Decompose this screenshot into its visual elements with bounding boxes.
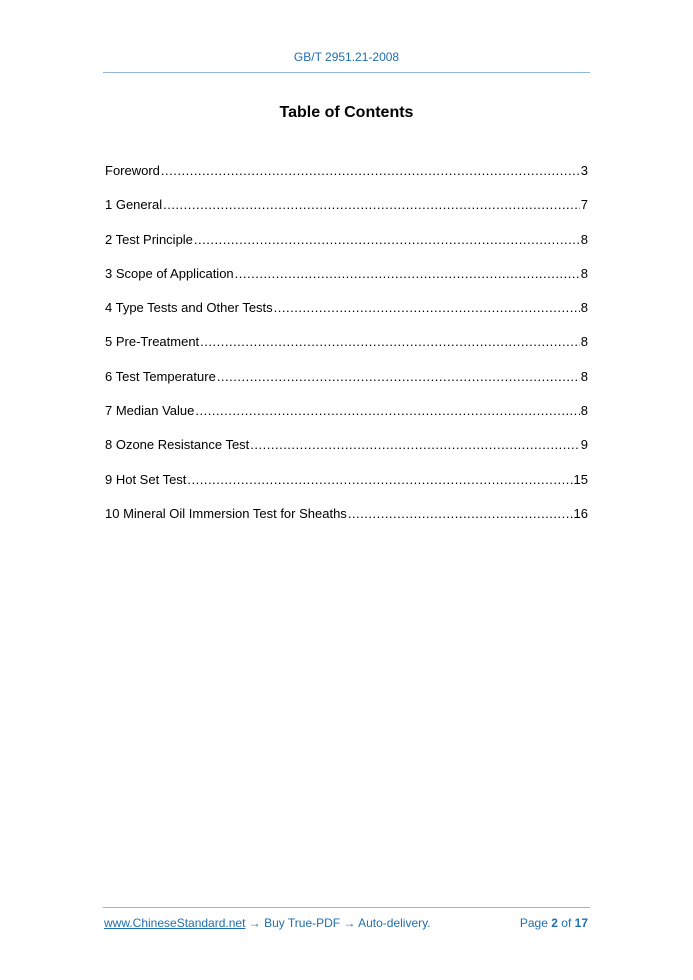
toc-entry-foreword[interactable] xyxy=(105,162,588,196)
toc-entry-type-tests[interactable] xyxy=(105,299,588,333)
toc-leader xyxy=(187,471,572,489)
toc-page-number: 9 xyxy=(580,437,588,453)
toc-label: 9 Hot Set Test xyxy=(105,471,187,487)
header-divider xyxy=(103,72,590,73)
toc-leader xyxy=(195,402,579,420)
toc-page-number: 8 xyxy=(580,300,588,316)
website-link[interactable]: www.ChineseStandard.net xyxy=(104,916,246,930)
toc-leader xyxy=(217,368,580,386)
toc-page-number: 8 xyxy=(580,403,588,419)
toc-label: 4 Type Tests and Other Tests xyxy=(105,300,273,316)
toc-label: 2 Test Principle xyxy=(105,231,193,247)
table-of-contents xyxy=(105,162,588,539)
toc-entry-ozone-resistance[interactable] xyxy=(105,436,588,470)
toc-page-number: 8 xyxy=(580,334,588,350)
total-page-count: 17 xyxy=(574,916,588,930)
toc-label: Foreword xyxy=(105,163,160,178)
toc-page-number: 16 xyxy=(573,505,588,521)
current-page-number: 2 xyxy=(551,916,558,930)
toc-page-number: 7 xyxy=(580,197,588,213)
toc-page-number: 8 xyxy=(580,265,588,281)
toc-page-number: 8 xyxy=(580,368,588,384)
page-word: Page xyxy=(519,916,548,930)
footer-divider xyxy=(103,907,590,908)
toc-entry-test-principle[interactable] xyxy=(105,231,588,265)
toc-leader xyxy=(163,196,580,214)
toc-leader xyxy=(200,333,580,351)
footer-tagline: → Buy True-PDF → Auto-delivery. xyxy=(245,916,431,930)
toc-leader xyxy=(161,162,580,180)
page-footer xyxy=(104,916,588,930)
toc-entry-pre-treatment[interactable] xyxy=(105,333,588,367)
toc-label: 5 Pre-Treatment xyxy=(105,334,200,350)
toc-page-number: 15 xyxy=(573,471,588,487)
toc-leader xyxy=(194,231,580,249)
footer-promo xyxy=(104,916,431,930)
toc-page-number: 8 xyxy=(580,231,588,247)
toc-label: 10 Mineral Oil Immersion Test for Sheaths xyxy=(105,505,347,521)
toc-leader xyxy=(348,505,573,523)
toc-leader xyxy=(235,265,580,283)
toc-label: 8 Ozone Resistance Test xyxy=(105,437,250,453)
toc-page-number: 3 xyxy=(580,163,588,178)
toc-label: 6 Test Temperature xyxy=(105,368,216,384)
page-indicator xyxy=(520,916,588,930)
toc-entry-mineral-oil[interactable] xyxy=(105,505,588,539)
toc-leader xyxy=(250,436,579,454)
toc-entry-scope[interactable] xyxy=(105,265,588,299)
page-title: Table of Contents xyxy=(279,104,414,121)
page-of-word: of xyxy=(561,916,572,930)
toc-entry-general[interactable] xyxy=(105,196,588,230)
toc-entry-hot-set[interactable] xyxy=(105,471,588,505)
toc-entry-median-value[interactable] xyxy=(105,402,588,436)
toc-label: 7 Median Value xyxy=(105,403,195,419)
toc-label: 1 General xyxy=(105,197,163,213)
toc-entry-test-temperature[interactable] xyxy=(105,368,588,402)
toc-leader xyxy=(274,299,580,317)
toc-label: 3 Scope of Application xyxy=(105,265,234,281)
running-header: GB/T 2951.21-2008 xyxy=(293,50,400,64)
